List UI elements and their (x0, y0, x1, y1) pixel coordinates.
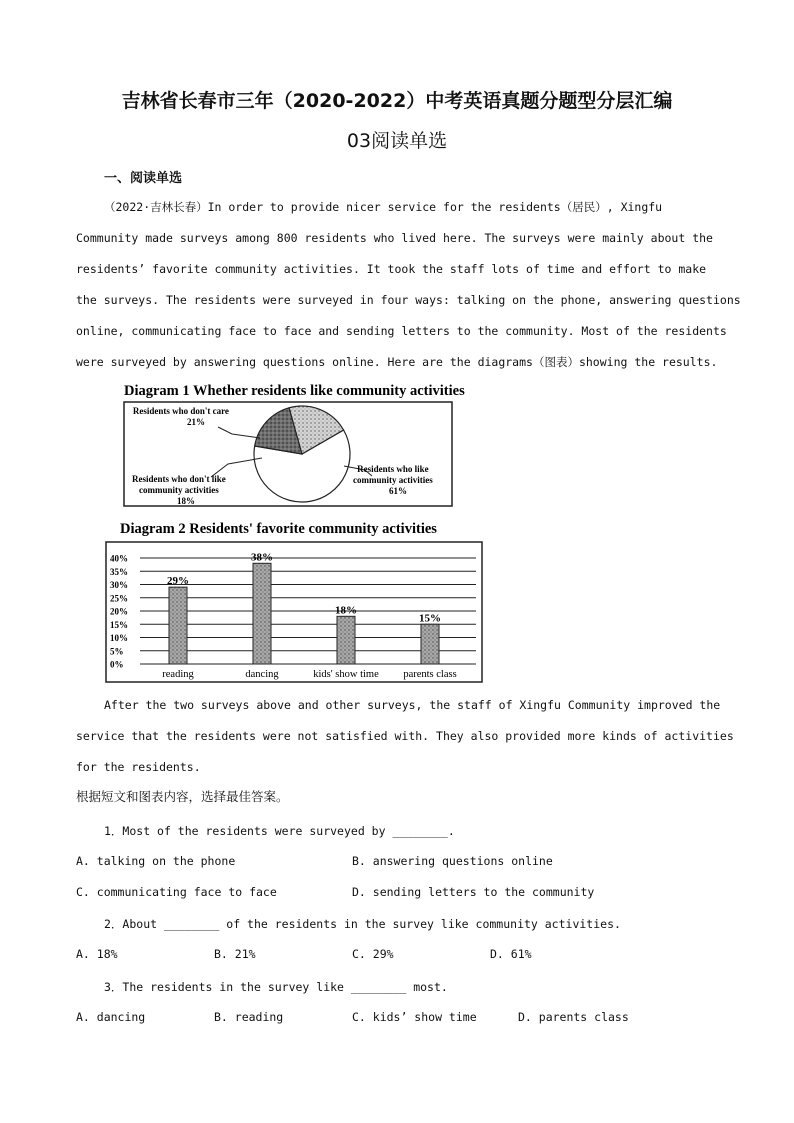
bar-chart-diagram-2 (104, 517, 488, 685)
bar-value-label: 15% (419, 612, 441, 625)
y-tick-label: 10% (110, 633, 128, 643)
question-3-option-a[interactable]: A. dancing (76, 1010, 146, 1024)
pie-label-dislike (132, 474, 228, 506)
after-line: After the two surveys above and other surveys, the staff of Xingfu Community improved the (104, 698, 721, 712)
y-tick-label: 0% (110, 659, 124, 670)
pie-chart-title: Diagram 1 Whether residents like community activities (124, 383, 465, 399)
question-2-stem: 2．About ________ of the residents in the survey like community activities. (104, 917, 621, 931)
pie-label-like-line: Residents who like (357, 464, 429, 474)
question-1-option-c[interactable]: C. communicating face to face (76, 885, 277, 899)
y-tick-label: 40% (110, 553, 128, 564)
section-heading: 一、阅读单选 (104, 171, 183, 186)
question-1-stem: 1．Most of the residents were surveyed by ________. (104, 824, 455, 838)
instruction: 根据短文和图表内容，选择最佳答案。 (76, 789, 289, 804)
question-3-option-d[interactable]: D. parents class (518, 1010, 629, 1024)
category-label: parents class (403, 669, 457, 680)
question-1-option-d[interactable]: D. sending letters to the community (352, 885, 595, 899)
bar-value-label: 29% (167, 575, 189, 588)
pie-label-care (133, 406, 231, 427)
y-tick-label: 35% (110, 566, 128, 577)
document-title: 吉林省长春市三年（2020-2022）中考英语真题分题型分层汇编 (121, 90, 673, 112)
bar-value-label: 18% (335, 604, 357, 617)
bar (421, 624, 439, 664)
passage-line: residents’ favorite community activities. It took the staff lots of time and effort to make (76, 262, 707, 276)
question-1-option-a[interactable]: A. talking on the phone (76, 854, 236, 868)
question-2-option-d[interactable]: D. 61% (490, 947, 532, 961)
document-subtitle: 03阅读单选 (346, 130, 448, 152)
y-tick-label: 30% (110, 580, 128, 590)
bar (337, 616, 355, 664)
pie-label-dislike-line: community activities (139, 485, 219, 495)
bar-chart-title: Diagram 2 Residents' favorite community activities (120, 521, 437, 537)
bar (169, 587, 187, 664)
bar-value-label: 38% (251, 551, 273, 564)
pie-label-like-value: 61% (389, 486, 407, 496)
question-2-option-a[interactable]: A. 18% (76, 947, 118, 961)
pie-label-care-line: Residents who don't care (132, 406, 229, 416)
passage-line: （2022·吉林长春）In order to provide nicer service for the residents（居民）, Xingfu (104, 200, 663, 214)
question-2-option-c[interactable]: C. 29% (352, 947, 394, 961)
pie-label-dislike-line: Residents who don't like (131, 474, 226, 484)
y-tick-label: 25% (110, 593, 128, 604)
after-line: service that the residents were not satisfied with. They also provided more kinds of activities (76, 729, 734, 743)
after-paragraph (76, 690, 734, 783)
passage-line: Community made surveys among 800 residents who lived here. The surveys were mainly about the (76, 231, 713, 245)
question-3-stem: 3．The residents in the survey like ________ most. (104, 980, 448, 994)
question-1-option-b[interactable]: B. answering questions online (352, 854, 553, 868)
leader-line-care (218, 427, 260, 438)
category-label: dancing (245, 669, 279, 680)
y-tick-label: 15% (110, 619, 128, 630)
question-3-option-b[interactable]: B. reading (214, 1010, 284, 1024)
category-label: kids' show time (313, 669, 379, 680)
after-line: for the residents. (76, 760, 201, 774)
question-2-option-b[interactable]: B. 21% (214, 947, 256, 961)
y-tick-label: 5% (110, 646, 124, 657)
passage-line: the surveys. The residents were surveyed in four ways: talking on the phone, answering questions (76, 293, 741, 307)
passage-line: were surveyed by answering questions online. Here are the diagrams（图表）showing the results. (76, 355, 718, 369)
passage-line: online, communicating face to face and sending letters to the community. Most of the residents (76, 324, 727, 338)
pie-label-like (353, 464, 435, 496)
pie-label-care-value: 21% (187, 417, 205, 427)
passage-paragraph (76, 192, 741, 378)
category-label: reading (162, 669, 194, 680)
pie-label-dislike-value: 18% (177, 496, 195, 506)
pie-label-like-line: community activities (353, 475, 433, 485)
bar (253, 563, 271, 664)
bar-marks (162, 551, 456, 680)
pie-chart-diagram-1 (110, 378, 490, 510)
pie-slices (254, 406, 350, 502)
y-tick-label: 20% (110, 606, 128, 617)
question-3-option-c[interactable]: C. kids’ show time (352, 1010, 477, 1024)
